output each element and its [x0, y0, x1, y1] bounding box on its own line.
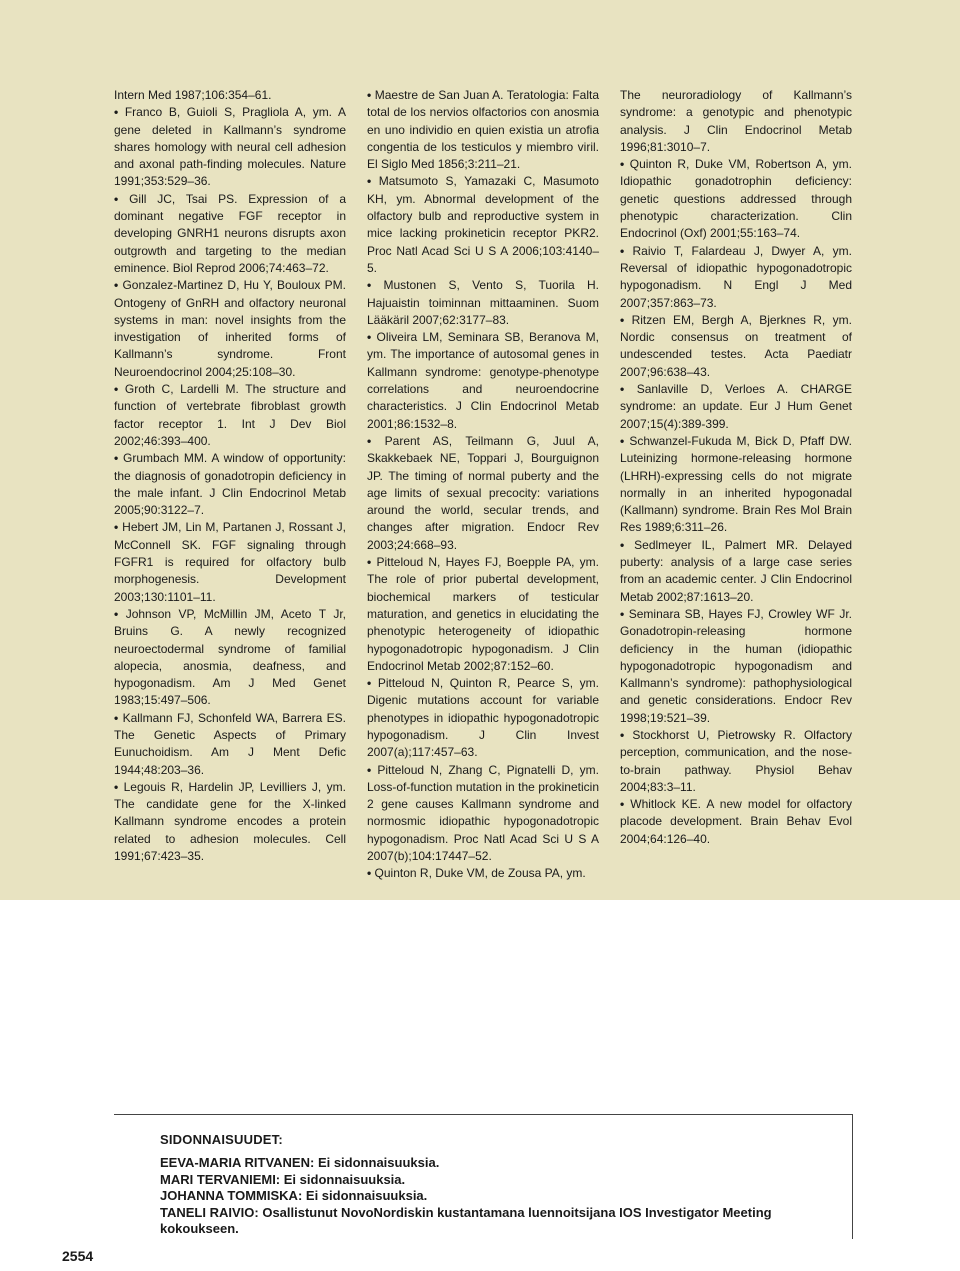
reference-text: Franco B, Guioli S, Pragliola A, ym. A gene deleted in Kallmann’s syndrome shares homology with neural cell adhesion and axonal path-finding molecules. Nature 1991;353:529–36. [114, 105, 346, 189]
reference-item [367, 87, 599, 173]
reference-item [620, 606, 852, 727]
reference-text: Intern Med 1987;106:354–61. [114, 88, 272, 102]
disclosure-person: JOHANNA TOMMISKA: [160, 1188, 303, 1203]
reference-item [114, 519, 346, 605]
reference-item [367, 554, 599, 675]
bullet-icon: • [367, 278, 384, 293]
bullet-icon: • [620, 727, 633, 742]
reference-text: Pitteloud N, Hayes FJ, Boepple PA, ym. The role of prior pubertal development, biochemical markers of testicular maturation, and genetics in elucidating the phenotypic heterogeneity of idiopathic hypogonadotropic hypogonadism. J Clin Endocrinol Metab 2002;87:152–60. [367, 555, 599, 673]
bullet-icon: • [114, 710, 123, 725]
reference-item [114, 710, 346, 779]
reference-item [367, 762, 599, 866]
bullet-icon: • [620, 433, 630, 448]
reference-text: Stockhorst U, Pietrowsky R. Olfactory perception, communication, and the nose-to-brain pathway. Physiol Behav 2004;83:3–11. [620, 727, 852, 794]
bullet-icon: • [367, 555, 377, 570]
reference-item [114, 779, 346, 865]
bullet-icon: • [620, 537, 635, 552]
reference-item [114, 606, 346, 710]
reference-text: Quinton R, Duke VM, Robertson A, ym. Idiopathic gonadotrophin deficiency: genetic questions addressed through phenotypic characterization. Clin Endocrinol (Oxf) 2001;55:163–74. [620, 157, 852, 241]
reference-item [620, 537, 852, 606]
reference-item [367, 865, 599, 882]
reference-text: Gonzalez-Martinez D, Hu Y, Bouloux PM. Ontogeny of GnRH and olfactory neuronal systems in man: novel insights from the investigation of inherited forms of Kallmann’s syndrome. Front Neuroendocrinol 2004;25:108–30. [114, 278, 346, 379]
reference-text: Hebert JM, Lin M, Partanen J, Rossant J, McConnell SK. FGF signaling through FGFR1 is required for olfactory bulb morphogenesis. Development 2003;130:1101–11. [114, 520, 346, 604]
disclosure-line [160, 1172, 810, 1189]
reference-item [620, 156, 852, 242]
disclosure-statement: Osallistunut NovoNordiskin kustantamana luennoitsijana IOS Investigator Meeting kokoukseen. [160, 1204, 772, 1236]
reference-item [114, 450, 346, 519]
reference-text: Ritzen EM, Bergh A, Bjerknes R, ym. Nordic consensus on treatment of undescended testes. Acta Paediatr 2007;96:638–43. [620, 312, 852, 379]
disclosure-person: TANELI RAIVIO: [160, 1204, 259, 1220]
reference-item [620, 243, 852, 312]
disclosure-line [160, 1188, 810, 1205]
reference-item [114, 104, 346, 190]
bullet-icon: • [114, 105, 125, 120]
reference-item [620, 727, 852, 796]
bullet-icon: • [114, 382, 125, 397]
bullet-icon: • [620, 243, 633, 258]
bullet-icon: • [367, 433, 385, 448]
disclosure-statement: Ei sidonnaisuuksia. [305, 1188, 428, 1203]
reference-item [620, 796, 852, 848]
reference-item [620, 87, 852, 156]
reference-text: Pitteloud N, Quinton R, Pearce S, ym. Digenic mutations account for variable phenotypes in idiopathic hypogonadotropic hypogonadism. J Clin Invest 2007(a);117:457–63. [367, 676, 599, 760]
reference-item [620, 312, 852, 381]
disclosure-statement: Ei sidonnaisuuksia. [317, 1155, 440, 1170]
reference-text: Whitlock KE. A new model for olfactory placode development. Brain Behav Evol 2004;64:126–40. [620, 797, 852, 846]
reference-item [114, 191, 346, 277]
disclosure-line [160, 1155, 810, 1172]
bullet-icon: • [620, 797, 631, 812]
reference-text: Parent AS, Teilmann G, Juul A, Skakkebaek NE, Toppari J, Bourguignon JP. The timing of normal puberty and the age limits of sexual precocity: variations around the world, secular trends, and changes after migration. Endocr Rev 2003;24:668–93. [367, 433, 599, 552]
bullet-icon: • [367, 330, 377, 345]
reference-text: Seminara SB, Hayes FJ, Crowley WF Jr. Gonadotropin-releasing hormone deficiency in the human (idiopathic hypogonadotropic hypogonadism and Kallmann’s syndrome): pathophysiological and genetic considerations. Endocr Rev 1998;19:521–39. [620, 606, 853, 725]
references-column-3 [620, 87, 852, 848]
disclosure-title: SIDONNAISUUDET: [160, 1132, 283, 1147]
reference-item [620, 381, 852, 433]
disclosure-person: EEVA-MARIA RITVANEN: [160, 1155, 315, 1170]
bullet-icon: • [620, 382, 637, 397]
reference-text: Groth C, Lardelli M. The structure and function of vertebrate fibroblast growth factor receptor 1. Int J Dev Biol 2002;46:393–400. [114, 382, 346, 448]
reference-text: Oliveira LM, Seminara SB, Beranova M, ym. The importance of autosomal genes in Kallmann syndrome: genotype-phenotype correlations and neuroendocrine characteristics. J Clin Endocrinol Metab 2001;86:1532–8. [367, 330, 600, 431]
reference-item [367, 173, 599, 277]
bullet-icon: • [620, 157, 630, 172]
disclosure-line [160, 1205, 810, 1238]
bullet-icon: • [620, 312, 632, 327]
reference-item [367, 433, 599, 554]
reference-item [114, 87, 346, 104]
reference-text: Johnson VP, McMillin JM, Aceto T Jr, Bruins G. A newly recognized neuroectodermal syndrome of familial alopecia, anosmia, deafness, and hypogonadism. Am J Med Genet 1983;15:497–506. [114, 606, 346, 708]
reference-text: The neuroradiology of Kallmann’s syndrome: a genotypic and phenotypic analysis. J Clin Endocrinol Metab 1996;81:3010–7. [620, 88, 852, 154]
reference-text: Grumbach MM. A window of opportunity: the diagnosis of gonadotropin deficiency in the male infant. J Clin Endocrinol Metab 2005;90:3122–7. [114, 451, 346, 518]
reference-text: Gill JC, Tsai PS. Expression of a dominant negative FGF receptor in developing GNRH1 neurons disrupts axon outgrowth and targeting to the median eminence. Biol Reprod 2006;74:463–72. [114, 191, 346, 275]
bullet-icon: • [114, 191, 130, 206]
references-column-1 [114, 87, 346, 865]
reference-item [367, 675, 599, 761]
reference-item [114, 277, 346, 381]
reference-text: Kallmann FJ, Schonfeld WA, Barrera ES. The Genetic Aspects of Primary Eunuchoidism. Am J Ment Defic 1944;48:203–36. [114, 710, 346, 777]
bullet-icon: • [620, 606, 629, 621]
bullet-icon: • [367, 88, 375, 102]
reference-text: Schwanzel-Fukuda M, Bick D, Pfaff DW. Luteinizing hormone-releasing hormone (LHRH)-expressing cells do not migrate normally in an inherited hypogonadal (Kallmann) syndrome. Brain Res Mol Brain Res 1989;6:311–26. [620, 433, 852, 535]
bullet-icon: • [114, 606, 126, 621]
reference-item [367, 277, 599, 329]
reference-item [620, 433, 852, 537]
bullet-icon: • [367, 866, 375, 881]
reference-text: Raivio T, Falardeau J, Dwyer A, ym. Reversal of idiopathic hypogonadotropic hypogonadism. N Engl J Med 2007;357:863–73. [620, 243, 852, 310]
bullet-icon: • [114, 451, 124, 466]
disclosure-list [160, 1155, 810, 1238]
bullet-icon: • [367, 174, 379, 189]
reference-item [114, 381, 346, 450]
reference-text: Sanlaville D, Verloes A. CHARGE syndrome: an update. Eur J Hum Genet 2007;15(4):389-399. [620, 382, 852, 431]
reference-item [367, 329, 599, 433]
bullet-icon: • [114, 278, 123, 293]
reference-text: Maestre de San Juan A. Teratologia: Falta total de los nervios olfactorios con anosmia en uno individio en quien existia un atrofia congentia de los testiculos y miembro viril. El Siglo Med 1856;3:211–21. [367, 88, 599, 172]
reference-text: Matsumoto S, Yamazaki C, Masumoto KH, ym. Abnormal development of the olfactory bulb and reproductive system in mice lacking prokineticin receptor PKR2. Proc Natl Acad Sci U S A 2006;103:4140–5. [367, 174, 599, 275]
reference-text: Sedlmeyer IL, Palmert MR. Delayed puberty: analysis of a large case series from an academic center. J Clin Endocrinol Metab 2002;87:1613–20. [620, 537, 852, 604]
disclosure-statement: Ei sidonnaisuuksia. [283, 1171, 406, 1187]
bullet-icon: • [367, 676, 378, 691]
references-column-2 [367, 87, 599, 883]
reference-text: Pitteloud N, Zhang C, Pignatelli D, ym. Loss-of-function mutation in the prokineticin 2 gene causes Kallmann syndrome and normosmic idiopathic hypogonadotropic hypogonadism. Proc Natl Acad Sci U S A 2007(b);104:17447–52. [367, 762, 599, 864]
reference-text: Quinton R, Duke VM, de Zousa PA, ym. [374, 866, 586, 881]
bullet-icon: • [114, 520, 123, 535]
reference-text: Legouis R, Hardelin JP, Levilliers J, ym. The candidate gene for the X-linked Kallmann syndrome encodes a protein related to adhesion molecules. Cell 1991;67:423–35. [114, 779, 346, 864]
page-number: 2554 [62, 1248, 94, 1264]
reference-text: Mustonen S, Vento S, Tuorila H. Hajuaistin toiminnan mittaaminen. Suom Lääkäril 2007;62:3177–83. [367, 278, 599, 327]
bullet-icon: • [367, 762, 378, 777]
bullet-icon: • [114, 779, 124, 794]
disclosure-person: MARI TERVANIEMI: [160, 1171, 281, 1187]
